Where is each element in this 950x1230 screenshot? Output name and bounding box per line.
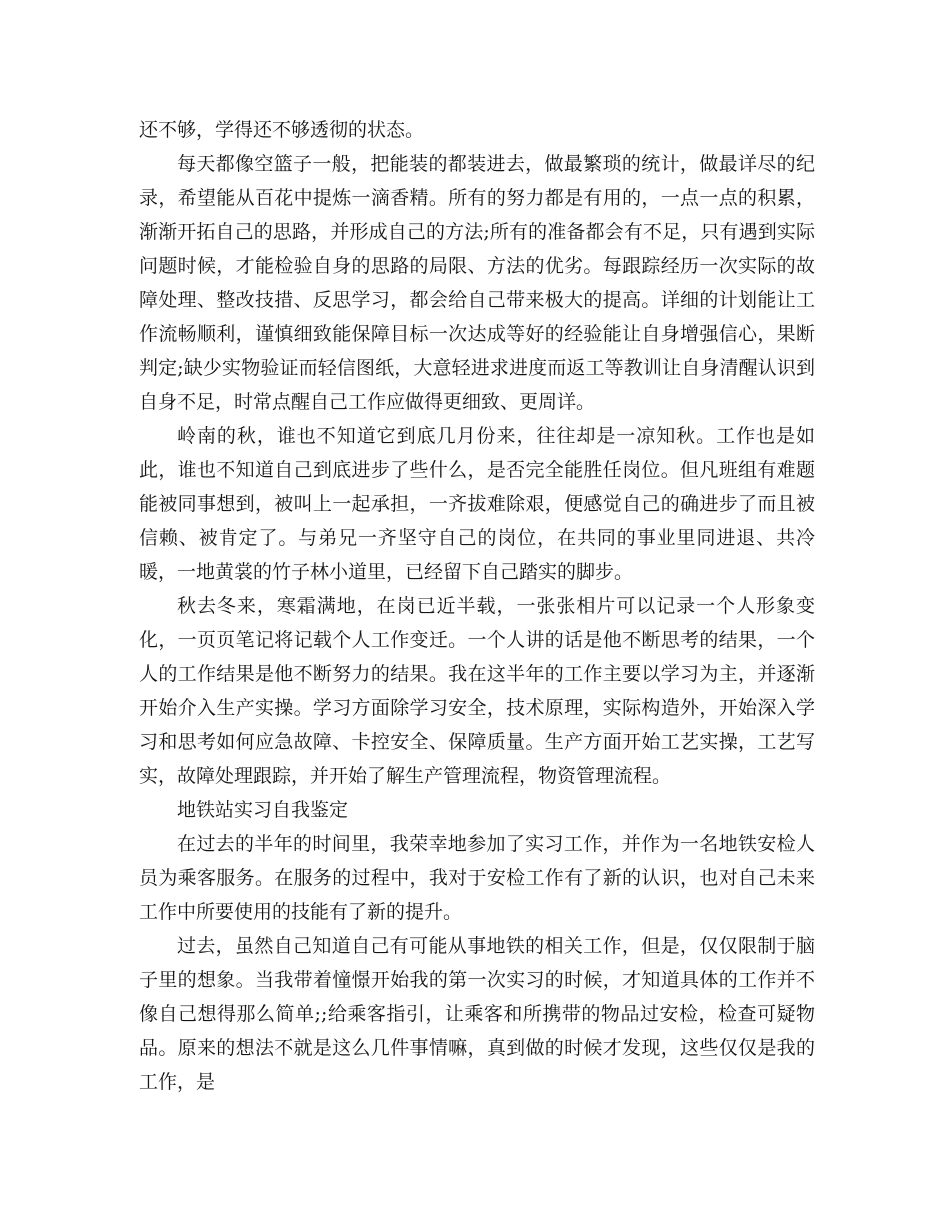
document-body <box>139 113 815 1099</box>
section-heading: 地铁站实习自我鉴定 <box>177 799 349 821</box>
paragraph-1: 还不够，学得还不够透彻的状态。 <box>139 119 425 141</box>
paragraph-3: 岭南的秋，谁也不知道它到底几月份来，往往却是一凉知秋。工作也是如此，谁也不知道自己到底进步了些什么，是否完全能胜任岗位。但凡班组有难题能被同事想到，被叫上一起承担，一齐拔难除艰，便感觉自己的确进步了而且被信赖、被肯定了。与弟兄一齐坚守自己的岗位，在共同的事业里同进退、共冷暖，一地黄裳的竹子林小道里，已经留下自己踏实的脚步。 <box>139 425 815 583</box>
paragraph-6: 在过去的半年的时间里，我荣幸地参加了实习工作，并作为一名地铁安检人员为乘客服务。在服务的过程中，我对于安检工作有了新的认识，也对自己未来工作中所要使用的技能有了新的提升。 <box>139 833 815 923</box>
paragraph-4: 秋去冬来，寒霜满地，在岗已近半载，一张张相片可以记录一个人形象变化，一页页笔记将记载个人工作变迁。一个人讲的话是他不断思考的结果，一个人的工作结果是他不断努力的结果。我在这半年的工作主要以学习为主，并逐渐开始介入生产实操。学习方面除学习安全，技术原理，实际构造外，开始深入学习和思考如何应急故障、卡控安全、保障质量。生产方面开始工艺实操，工艺写实，故障处理跟踪，并开始了解生产管理流程，物资管理流程。 <box>139 595 815 787</box>
paragraph-2: 每天都像空篮子一般，把能装的都装进去，做最繁琐的统计，做最详尽的纪录，希望能从百花中提炼一滴香精。所有的努力都是有用的，一点一点的积累，渐渐开拓自己的思路，并形成自己的方法;所有的准备都会有不足，只有遇到实际问题时候，才能检验自身的思路的局限、方法的优劣。每跟踪经历一次实际的故障处理、整改技措、反思学习，都会给自己带来极大的提高。详细的计划能让工作流畅顺利，谨慎细致能保障目标一次达成等好的经验能让自身增强信心，果断判定;缺少实物验证而轻信图纸，大意轻进求进度而返工等教训让自身清醒认识到自身不足，时常点醒自己工作应做得更细致、更周详。 <box>139 153 815 413</box>
paragraph-7: 过去，虽然自己知道自己有可能从事地铁的相关工作，但是，仅仅限制于脑子里的想象。当我带着憧憬开始我的第一次实习的时候，才知道具体的工作并不像自己想得那么简单;;给乘客指引，让乘客和所携带的物品过安检，检查可疑物品。原来的想法不就是这么几件事情嘛，真到做的时候才发现，这些仅仅是我的工作，是 <box>139 935 815 1093</box>
